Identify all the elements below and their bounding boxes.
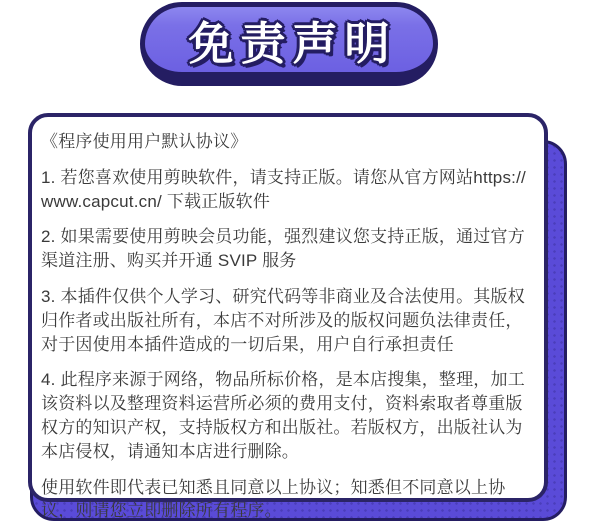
agreement-heading: 《程序使用用户默认协议》 — [41, 132, 248, 151]
agreement-paragraph-4: 4. 此程序来源于网络，物品所标价格，是本店搜集，整理，加工该资料以及整理资料运营所必须的费用支付，资料索取者尊重版权方的知识产权，支持版权方和出版社。若版权方，出版社认为本店侵权，请通知本店进行删除。 — [41, 370, 525, 461]
agreement-paragraph-3: 3. 本插件仅供个人学习、研究代码等非商业及合法使用。其版权归作者或出版社所有，本店不对所涉及的版权问题负法律责任，对于因使用本插件造成的一切后果，用户自行承担责任 — [41, 286, 525, 354]
agreement-paragraph-2: 2. 如果需要使用剪映会员功能，强烈建议您支持正版，通过官方渠道注册、购买并开通 SVIP 服务 — [41, 227, 525, 271]
page-title: 免责声明 — [188, 18, 397, 69]
agreement-paragraph-1: 1. 若您喜欢使用剪映软件，请支持正版。请您从官方网站https://www.capcut.cn/ 下载正版软件 — [41, 167, 526, 211]
agreement-closing: 使用软件即代表已知悉且同意以上协议；知悉但不同意以上协议，则请您立即删除所有程序。 — [41, 477, 506, 521]
disclaimer-title-banner — [140, 2, 438, 86]
agreement-card — [28, 113, 548, 521]
